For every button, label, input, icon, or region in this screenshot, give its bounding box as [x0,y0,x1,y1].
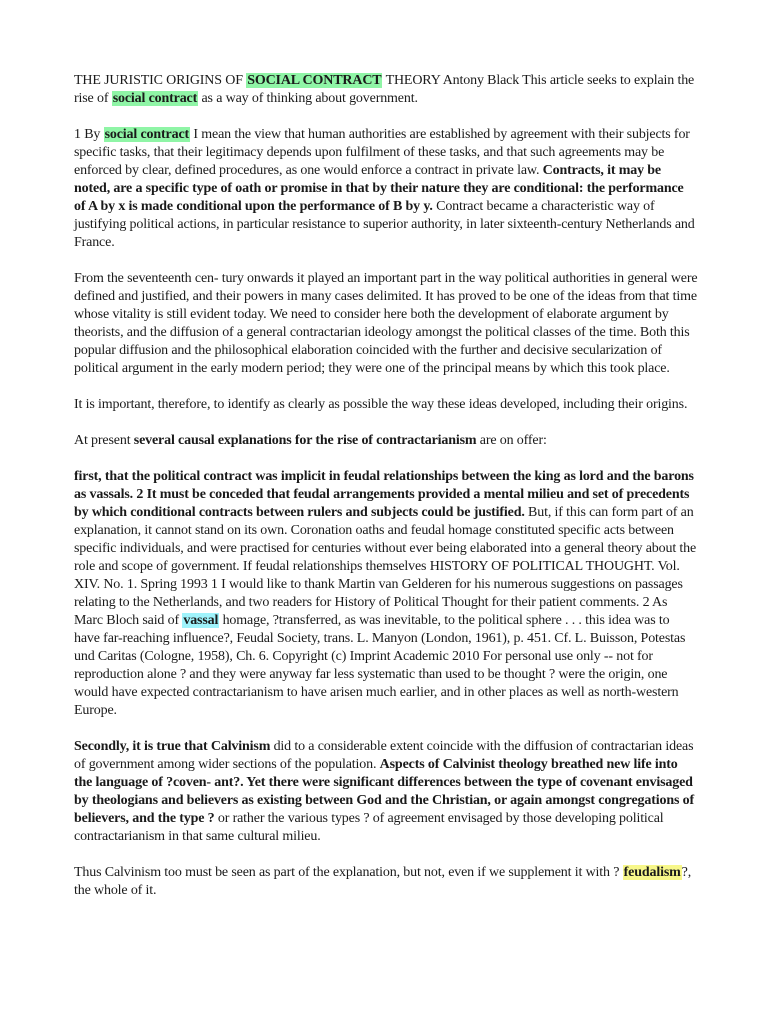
bold-text-run: Contracts, it may be noted, are a specific type of oath or promise in that by their nature they are conditional: the performance of A by x is made conditional upon the performance of B by y. [74,163,684,214]
bold-text-run: Aspects of Calvinist theology breathed new life into the language of ?coven- ant?. Yet there were significant differences between the type of covenant envisaged by theologians and believers as existing between God and the Christian, or again amongst congregations of believers, and the type ? [74,757,694,826]
text-run: homage, ?transferred, as was inevitable, to the political sphere . . . this idea was to have far-reaching influence?, Feudal Society, trans. L. Manyon (London, 1961), p. 451. Cf. L. Buisson, Potestas und Caritas (Cologne, 1958), Ch. 6. Copyright (c) Imprint Academic 2010 For personal use only -- not for reproduction alone ? and they were anyway far less systematic than used to be thought ? were the origin, one would have expected contractarianism to have arisen much earlier, and in other places as well as north-western Europe. [74,613,686,718]
text-run: THE JURISTIC ORIGINS OF [74,73,247,88]
text-run: as a way of thinking about government. [198,91,418,106]
text-run: THEORY Antony Black This article seeks to explain the rise of [74,73,695,106]
text-run: At present [74,433,134,448]
text-run: are on offer: [476,433,547,448]
text-run: But, if this can form part of an explanation, it cannot stand on its own. Coronation oaths and feudal homage constituted specific acts between specific individuals, and were practised for centuries without ever being elaborated into a general theory about the role and scope of government. If feudal relationships themselves HISTORY OF POLITICAL THOUGHT. Vol. XIV. No. 1. Spring 1993 1 I would like to thank Martin van Gelderen for his numerous suggestions on passages relating to the Netherlands, and two readers for History of Political Thought for their patient comments. 2 As Marc Bloch said of [74,505,697,628]
paragraph-feudal [74,468,698,720]
text-run: or rather the various types ? of agreement envisaged by those developing political contractarianism in that same cultural milieu. [74,811,664,844]
paragraph-importance [74,396,698,414]
text-run: 1 By [74,127,104,142]
text-run: It is important, therefore, to identify as clearly as possible the way these ideas developed, including their origins. [74,397,688,412]
paragraph-calvinism [74,738,698,846]
paragraph-conclusion [74,864,698,900]
highlight-social-contract: social contract [104,127,190,142]
paragraph-intro [74,72,698,108]
bold-text-run: several causal explanations for the rise of contractarianism [133,433,477,448]
paragraph-seventeenth-century [74,270,698,378]
bold-text-run: Secondly, it is true that Calvinism [74,739,271,754]
highlight-vassal: vassal [183,613,219,628]
paragraph-explanations [74,432,698,450]
text-run: I mean the view that human authorities are established by agreement with their subjects for specific tasks, that their legitimacy depends upon fulfilment of these tasks, and that such agreements may be enforced by clear, defined procedures, as one would enforce a contract in private law. [74,127,690,178]
text-run: did to a considerable extent coincide with the diffusion of contractarian ideas of government among wider sections of the population. [74,739,694,772]
text-run: Thus Calvinism too must be seen as part of the explanation, but not, even if we supplement it with ? [74,865,623,880]
paragraph-definition [74,126,698,252]
document-page [74,72,698,918]
highlight-social-contract: social contract [112,91,198,106]
text-run: Contract became a characteristic way of justifying political actions, in particular resistance to superior authority, in later sixteenth-century Netherlands and France. [74,199,695,250]
highlight-social-contract: SOCIAL CONTRACT [247,73,382,88]
text-run: From the seventeenth cen- tury onwards it played an important part in the way political authorities in general were defined and justified, and their powers in many cases delimited. It has proved to be one of the ideas from that time whose vitality is still evident today. We need to consider here both the development of elaborate argument by theorists, and the diffusion of a general contractarian ideology amongst the political classes of the time. Both this popular diffusion and the philosophical elaboration coincided with the further and decisive secularization of political argument in the early modern period; they were one of the principal means by which this took place. [74,271,698,376]
text-run: ?, the whole of it. [74,865,692,898]
highlight-feudalism: feudalism [623,865,681,880]
bold-text-run: first, that the political contract was implicit in feudal relationships between the king as lord and the barons as vassals. 2 It must be conceded that feudal arrangements provided a mental milieu and set of precedents by which conditional contracts between rulers and subjects could be justified. [74,469,694,520]
